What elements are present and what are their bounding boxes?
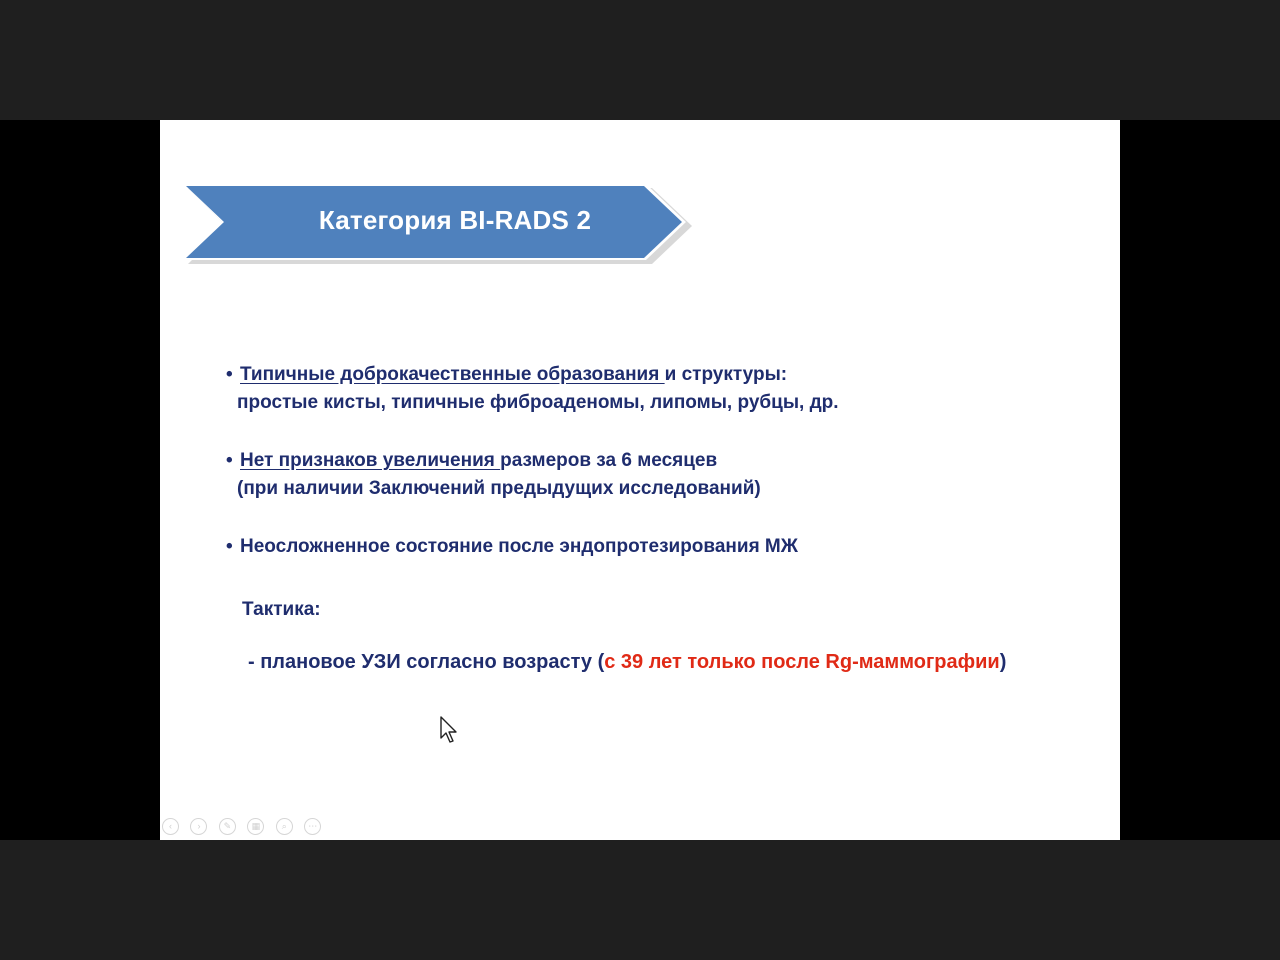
bullet-text: Неосложненное состояние после эндопротезирования МЖ [240, 536, 798, 557]
bottom-black-bar [0, 840, 1280, 960]
bullet-benign-lesions [226, 364, 839, 414]
slideshow-controls [162, 818, 328, 838]
previous-icon[interactable]: ‹ [162, 818, 179, 835]
bullet-text: и структуры: [664, 364, 788, 385]
bullet-underlined-text: Типичные доброкачественные образования [240, 364, 665, 385]
mouse-pointer-icon [440, 716, 460, 744]
tactic-heading: Тактика: [242, 599, 321, 620]
bullet-no-growth [226, 450, 761, 500]
tactic-red-text: с 39 лет только после Rg-маммографии [604, 651, 1000, 673]
bullet-endoprosthesis [226, 536, 798, 558]
slides-icon[interactable]: ▦ [247, 818, 264, 835]
bullet-subtext: (при наличии Заключений предыдущих исследований) [237, 478, 761, 499]
slide [160, 120, 1120, 840]
title-banner [180, 180, 692, 270]
tactic-prefix: - плановое УЗИ согласно возрасту ( [248, 651, 605, 673]
bullet-marker: • [226, 450, 233, 471]
bullet-marker: • [226, 364, 233, 385]
top-black-bar [0, 0, 1280, 120]
next-icon[interactable]: › [190, 818, 207, 835]
tactic-suffix: ) [999, 651, 1007, 673]
slide-title: Категория BI-RADS 2 [318, 205, 592, 235]
bullet-text: размеров за 6 месяцев [500, 450, 718, 471]
tactic-line [248, 651, 1006, 674]
more-icon[interactable]: ⋯ [304, 818, 321, 835]
zoom-icon[interactable]: ⌕ [276, 818, 293, 835]
pen-icon[interactable]: ✎ [219, 818, 236, 835]
bullet-underlined-text: Нет признаков увеличения [240, 450, 501, 471]
bullet-subtext: простые кисты, типичные фиброаденомы, липомы, рубцы, др. [237, 392, 839, 413]
bullet-marker: • [226, 536, 233, 557]
